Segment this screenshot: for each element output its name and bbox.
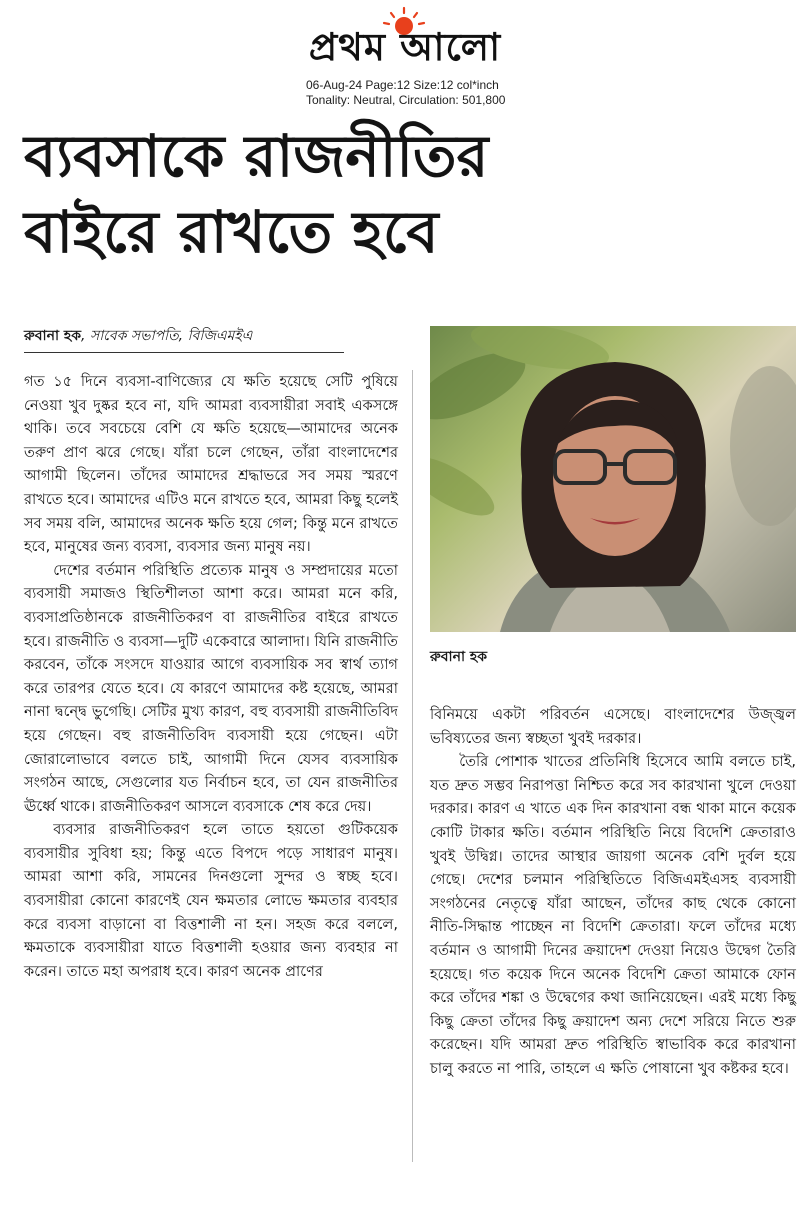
paragraph: ব্যবসার রাজনীতিকরণ হলে তাতে হয়তো গুটিকয়েক ব্যবসায়ীর সুবিধা হয়; কিন্তু এতে বিপদে পড়ে সাধারণ মানুষ। আমরা আশা করি, সামনের দিনগুলো সুন্দর ও স্বচ্ছ হবে। ব্যবসায়ীরা কোনো কারণেই যেন ক্ষমতার লোভে ক্ষমতার ব্যবহার করে ব্যবসা বাড়ানো বা বিত্তশালী না হন। সহজ করে বললে, ক্ষমতাকে ব্যবসায়ীরা যাতে বিত্তশালী হওয়ার জন্য ব্যবহার না করেন। তাতে মহা অপরাধ হবে। কারণ অনেক প্রাণের bbox=[24, 821, 398, 980]
clip-meta-line-2: Tonality: Neutral, Circulation: 501,800 bbox=[306, 93, 506, 107]
author-name: রুবানা হক bbox=[24, 328, 82, 344]
article-headline bbox=[24, 118, 784, 270]
byline bbox=[24, 326, 344, 353]
column-divider bbox=[412, 370, 413, 1162]
clip-meta-line-1: 06-Aug-24 Page:12 Size:12 col*inch bbox=[306, 78, 499, 92]
paragraph: বিনিময়ে একটা পরিবর্তন এসেছে। বাংলাদেশের উজ্জ্বল ভবিষ্যতের জন্য স্বচ্ছতা খুবই দরকার। bbox=[430, 706, 796, 747]
paragraph: গত ১৫ দিনে ব্যবসা-বাণিজ্যের যে ক্ষতি হয়েছে সেটি পুষিয়ে নেওয়া খুব দুষ্কর হবে না, যদি আমরা ব্যবসায়ীরা সবাই একসঙ্গে থাকি। তবে সবচেয়ে বেশি যে ক্ষতি হয়েছে—আমাদের অনেক তরুণ প্রাণ ঝরে গেছে। যাঁরা চলে গেছেন, তাঁরা বাংলাদেশের আগামী ছিলেন। তাঁদের আমাদের শ্রদ্ধাভরে সব সময় স্মরণে রাখতে হবে। আমাদের এটিও মনে রাখতে হবে, আমরা কিছু হলেই সব সময় বলি, আমাদের অনেক ক্ষতি হয়ে গেল; কিন্তু মনে রাখতে হবে, মানুষের জন্য ব্যবসা, ব্যবসার জন্য মানুষ নয়। bbox=[24, 373, 398, 556]
headline-line-1: ব্যবসাকে রাজনীতির bbox=[24, 122, 489, 190]
article-column-1 bbox=[24, 370, 398, 983]
article-column-2 bbox=[430, 703, 796, 1081]
paragraph: দেশের বর্তমান পরিস্থিতি প্রত্যেক মানুষ ও সম্প্রদায়ের মতো ব্যবসায়ী সমাজও স্থিতিশীলতা আশা করে। আমরা মনে করি, ব্যবসাপ্রতিষ্ঠানকে রাজনীতিকরণ বা রাজনীতির বাইরে রাখতে হবে। রাজনীতি ও ব্যবসা—দুটি একেবারে আলাদা। যিনি রাজনীতি করবেন, তাঁকে সংসদে যাওয়ার আগে ব্যবসায়িক সব স্বার্থ ত্যাগ করে তারপর যেতে হবে। যে কারণে আমাদের কষ্ট হয়েছে, আমরা নানা দ্বন্দ্বে ভুগেছি। সেটির মুখ্য কারণ, বহু ব্যবসায়ী রাজনীতিবিদ হয়ে গেছেন। বহু রাজনীতিবিদ ব্যবসায়ী হয়ে গেছেন। এটা জোরালোভাবে বলতে চাই, আগামী দিনে যেসব ব্যবসায়িক সংগঠন আছে, সেগুলোর যত নির্বাচন হবে, তা যেন রাজনীতির ঊর্ধ্বে থাকে। রাজনীতিকরণ আসলে ব্যবসাকে শেষ করে দেয়। bbox=[24, 561, 398, 815]
photo-caption: রুবানা হক bbox=[430, 649, 488, 665]
paragraph: তৈরি পোশাক খাতের প্রতিনিধি হিসেবে আমি বলতে চাই, যত দ্রুত সম্ভব নিরাপত্তা নিশ্চিত করে সব কারখানা খুলে দেওয়া দরকার। কারণ এ খাতে এক দিন কারখানা বন্ধ থাকা মানে কয়েক কোটি টাকার ক্ষতি। বর্তমান পরিস্থিতি নিয়ে বিদেশি ক্রেতারাও খুবই উদ্বিগ্ন। তাদের আস্থার জায়গা অনেক বেশি দুর্বল হয়ে গেছে। দেশের চলমান পরিস্থিতিতে বিজিএমইএসহ ব্যবসায়ী সংগঠনের নেতৃত্বে যাঁরা আছেন, তাঁদের কাছ থেকে কোনো নীতি-সিদ্ধান্ত পাচ্ছেন না বিদেশি ক্রেতারা। ফলে তাঁদের মধ্যে বর্তমান ও আগামী দিনের ক্রয়াদেশ দেওয়া নিয়েও উদ্বেগ তৈরি হয়েছে। গত কয়েক দিনে অনেক বিদেশি ক্রেতা আমাকে ফোন করে তাঁদের শঙ্কা ও উদ্বেগের কথা জানিয়েছেন। এরই মধ্যে কিছু কিছু ক্রেতা তাঁদের কিছু ক্রয়াদেশ অন্য দেশে সরিয়ে নিতে শুরু করেছেন। যদি আমরা দ্রুত পরিস্থিতি স্বাভাবিক করে কারখানা চালু করতে না পারি, তাহলে এ ক্ষতি পোষানো খুব কষ্টকর হবে। bbox=[430, 753, 796, 1077]
author-portrait-illustration bbox=[430, 326, 796, 632]
author-role: , সাবেক সভাপতি, বিজিএমইএ bbox=[81, 328, 253, 344]
clip-metadata bbox=[306, 78, 606, 108]
masthead-logo bbox=[0, 4, 810, 69]
author-photo bbox=[430, 326, 796, 632]
headline-line-2: বাইরে রাখতে হবে bbox=[24, 198, 439, 266]
masthead-title: প্রথম আলো bbox=[308, 25, 502, 69]
